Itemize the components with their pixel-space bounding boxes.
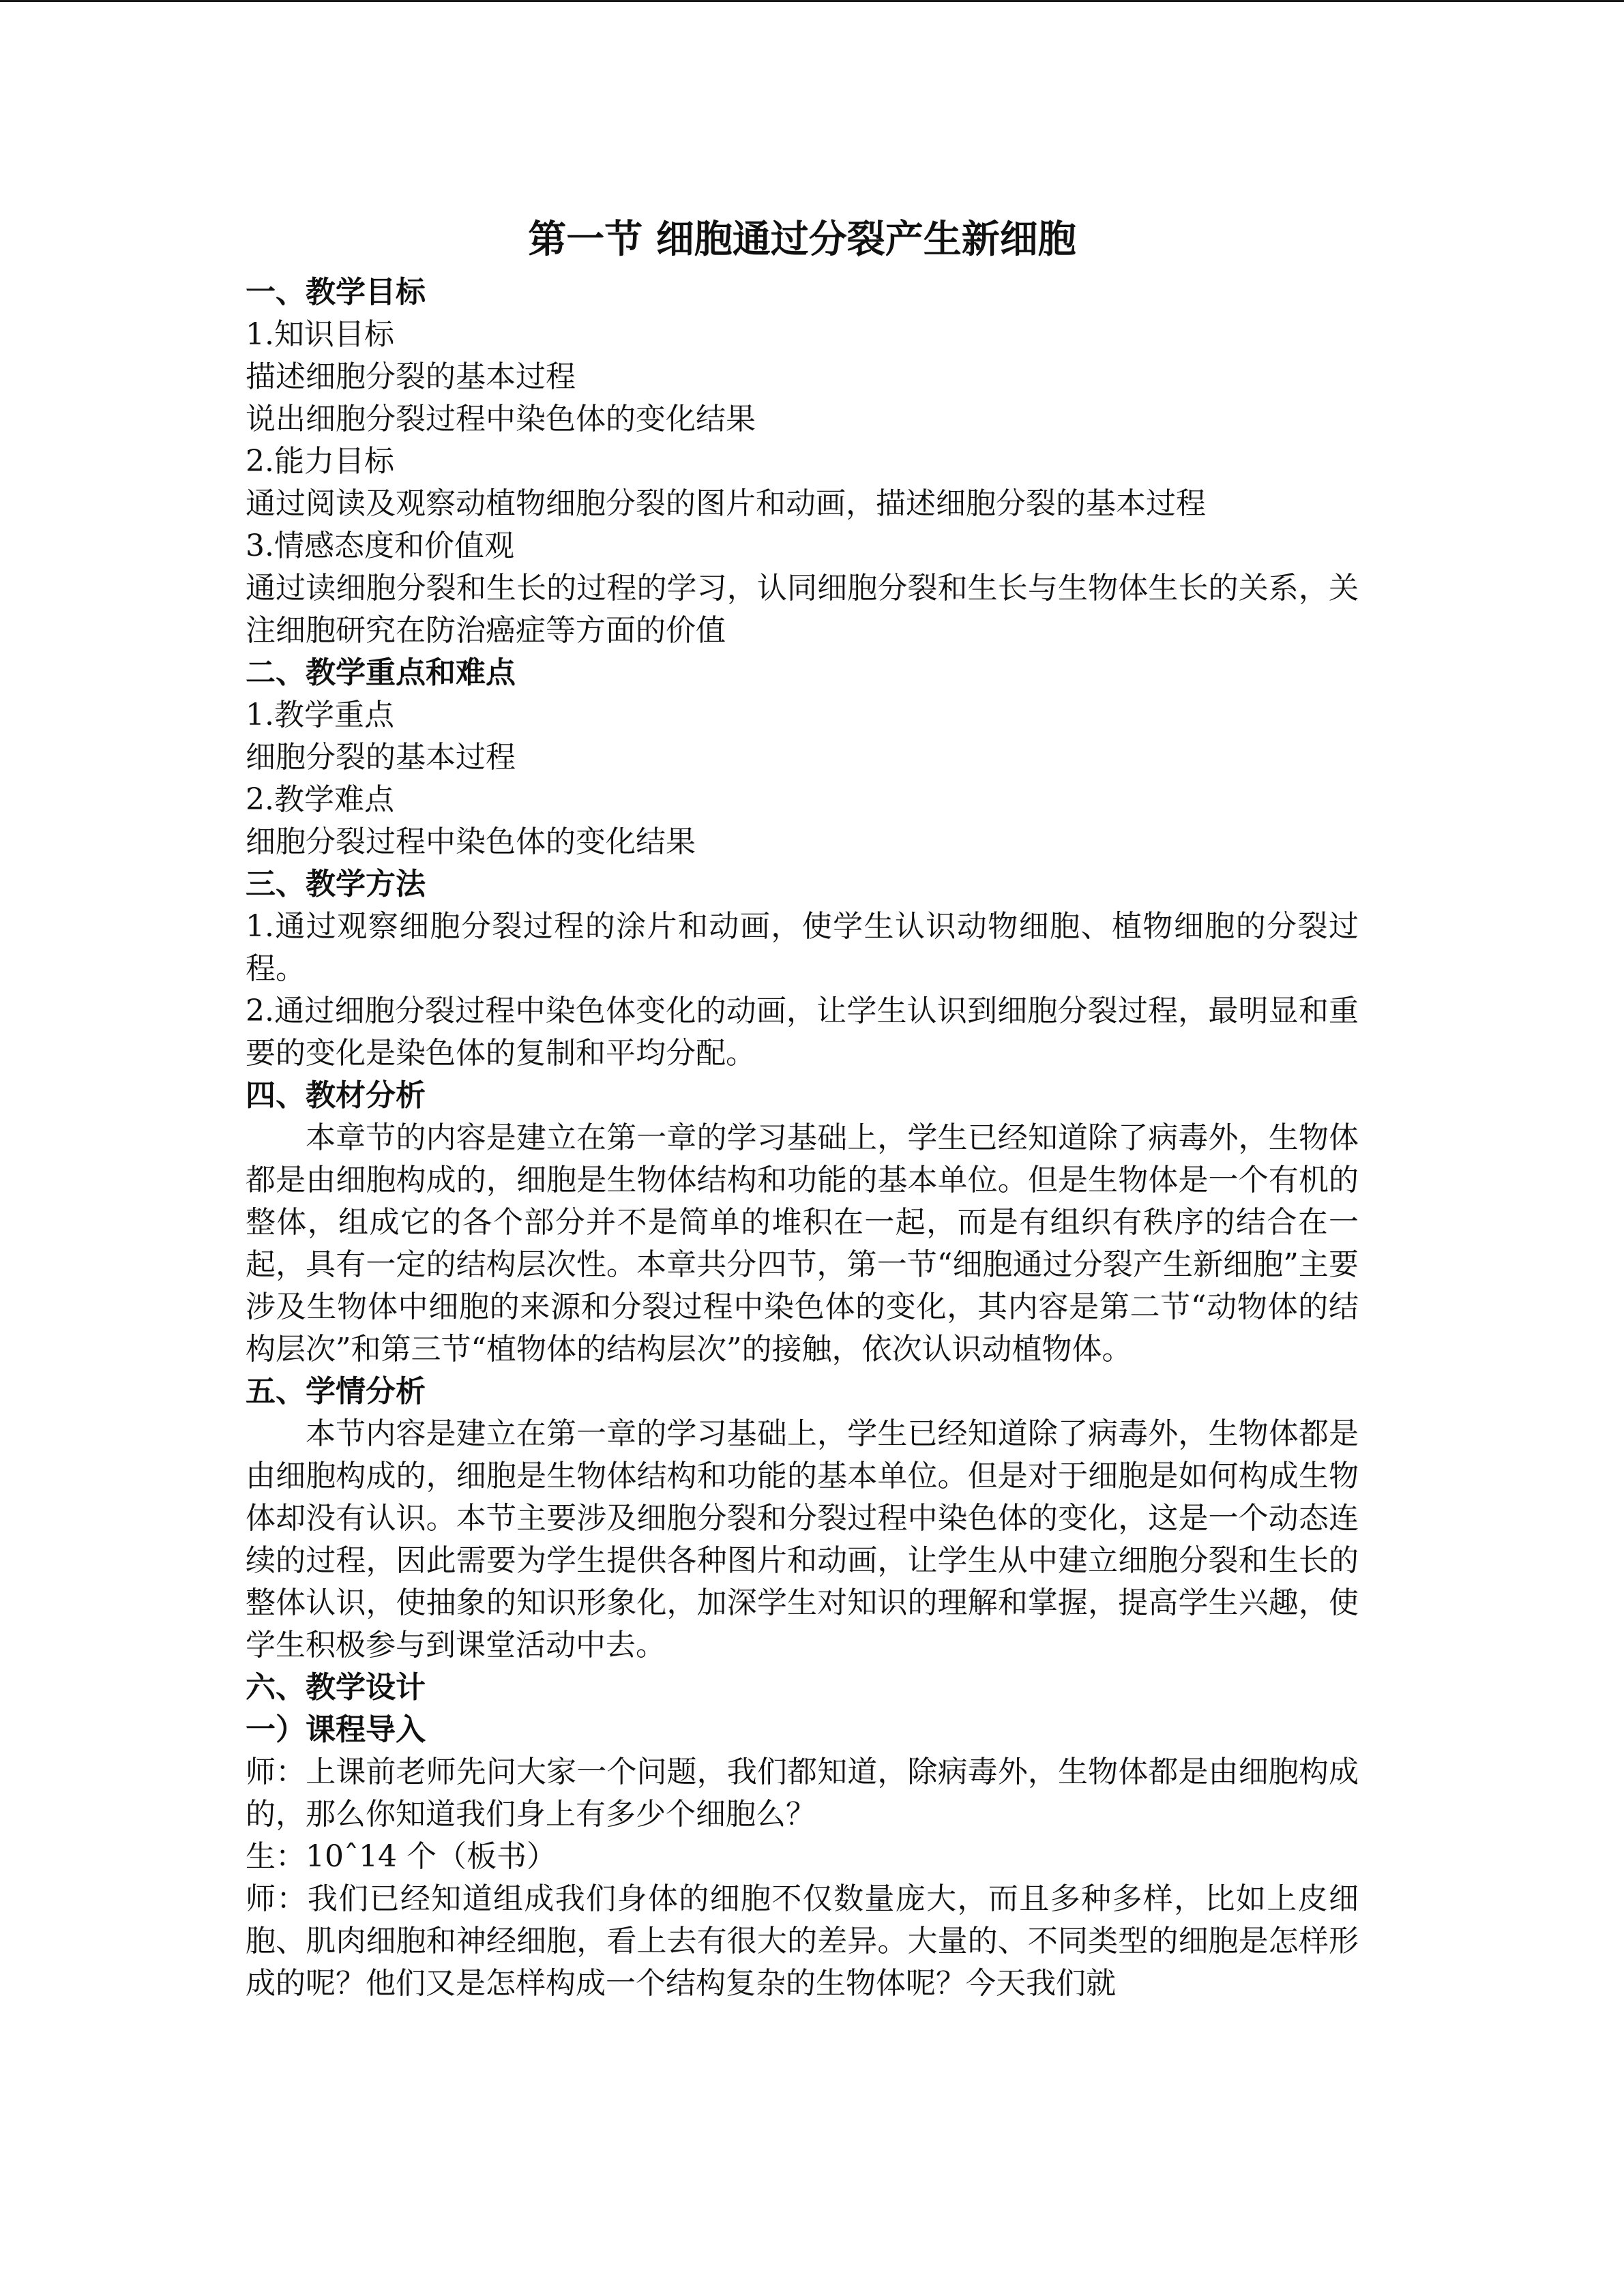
section-objectives bbox=[246, 271, 1359, 652]
section-heading-methods: 三、教学方法 bbox=[246, 867, 426, 901]
top-border-line bbox=[0, 0, 1624, 2]
ability-goal-label: 2.能力目标 bbox=[246, 444, 394, 479]
dialogue-line: 师：我们已经知道组成我们身体的细胞不仅数量庞大，而且多种多样，比如上皮细胞、肌肉细胞和神经细胞，看上去有很大的差异。大量的、不同类型的细胞是怎样形成的呢？他们又是怎样构成一个结构复杂的生物体呢？今天我们就 bbox=[246, 1881, 1359, 2001]
section-material-analysis bbox=[246, 1075, 1359, 1371]
sub-heading-introduction: 一）课程导入 bbox=[246, 1712, 426, 1747]
section-heading-students: 五、学情分析 bbox=[246, 1374, 426, 1409]
material-analysis-paragraph: 本章节的内容是建立在第一章的学习基础上，学生已经知道除了病毒外，生物体都是由细胞构成的，细胞是生物体结构和功能的基本单位。但是生物体是一个有机的整体，组成它的各个部分并不是简单的堆积在一起，而是有组织有秩序的结合在一起，具有一定的结构层次性。本章共分四节，第一节“细胞通过分裂产生新细胞”主要涉及生物体中细胞的来源和分裂过程中染色体的变化，其内容是第二节“动物体的结构层次”和第三节“植物体的结构层次”的接触，依次认识动植物体。 bbox=[246, 1120, 1359, 1367]
section-methods bbox=[246, 863, 1359, 1075]
emotion-goal-label: 3.情感态度和价值观 bbox=[246, 528, 514, 563]
section-heading-key-points: 二、教学重点和难点 bbox=[246, 655, 516, 690]
section-key-points bbox=[246, 652, 1359, 863]
section-heading-material: 四、教材分析 bbox=[246, 1078, 426, 1113]
difficulty-item: 细胞分裂过程中染色体的变化结果 bbox=[246, 824, 696, 859]
method-item: 1.通过观察细胞分裂过程的涂片和动画，使学生认识动物细胞、植物细胞的分裂过程。 bbox=[246, 909, 1359, 986]
knowledge-goal-label: 1.知识目标 bbox=[246, 317, 394, 352]
dialogue-line: 生：10ˆ14 个（板书） bbox=[246, 1839, 557, 1874]
knowledge-goal-item: 说出细胞分裂过程中染色体的变化结果 bbox=[246, 402, 756, 436]
focus-item: 细胞分裂的基本过程 bbox=[246, 740, 516, 775]
document-content bbox=[246, 210, 1359, 2005]
difficulty-label: 2.教学难点 bbox=[246, 782, 394, 817]
section-teaching-design bbox=[246, 1667, 1359, 2005]
emotion-goal-item: 通过读细胞分裂和生长的过程的学习，认同细胞分裂和生长与生物体生长的关系，关注细胞研究在防治癌症等方面的价值 bbox=[246, 571, 1359, 648]
section-heading-design: 六、教学设计 bbox=[246, 1670, 426, 1705]
ability-goal-item: 通过阅读及观察动植物细胞分裂的图片和动画，描述细胞分裂的基本过程 bbox=[246, 486, 1206, 521]
section-student-analysis bbox=[246, 1371, 1359, 1667]
method-item: 2.通过细胞分裂过程中染色体变化的动画，让学生认识到细胞分裂过程，最明显和重要的变化是染色体的复制和平均分配。 bbox=[246, 994, 1359, 1071]
page-title: 第一节 细胞通过分裂产生新细胞 bbox=[528, 218, 1076, 262]
dialogue-line: 师：上课前老师先问大家一个问题，我们都知道，除病毒外，生物体都是由细胞构成的，那么你知道我们身上有多少个细胞么？ bbox=[246, 1755, 1359, 1832]
student-analysis-paragraph: 本节内容是建立在第一章的学习基础上，学生已经知道除了病毒外，生物体都是由细胞构成的，细胞是生物体结构和功能的基本单位。但是对于细胞是如何构成生物体却没有认识。本节主要涉及细胞分裂和分裂过程中染色体的变化，这是一个动态连续的过程，因此需要为学生提供各种图片和动画，让学生从中建立细胞分裂和生长的整体认识，使抽象的知识形象化，加深学生对知识的理解和掌握，提高学生兴趣，使学生积极参与到课堂活动中去。 bbox=[246, 1416, 1359, 1663]
section-heading-objectives: 一、教学目标 bbox=[246, 275, 426, 310]
knowledge-goal-item: 描述细胞分裂的基本过程 bbox=[246, 359, 576, 394]
focus-label: 1.教学重点 bbox=[246, 698, 394, 732]
